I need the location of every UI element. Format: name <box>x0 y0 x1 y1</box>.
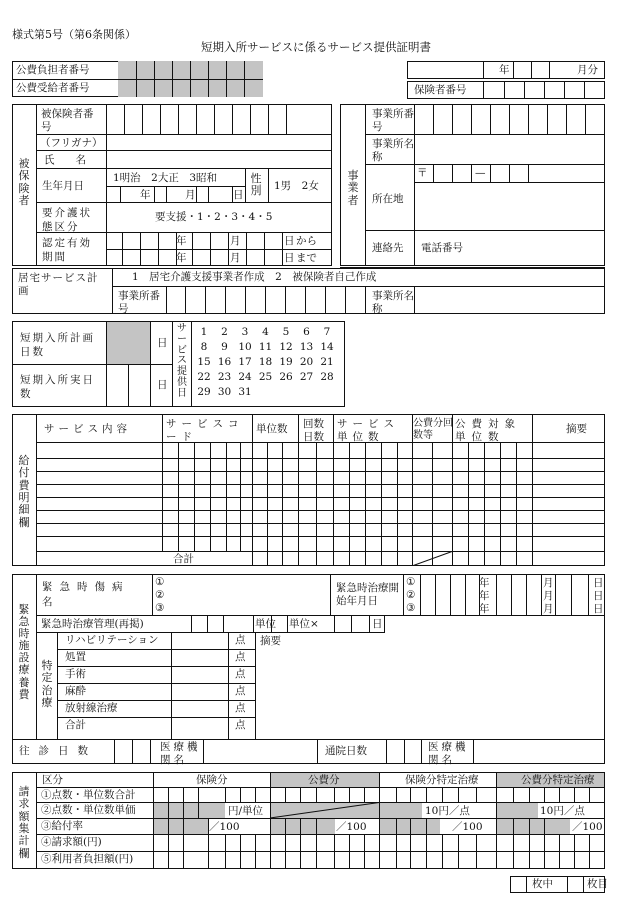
col-count: 回数日数 <box>303 418 324 443</box>
valid-from-suffix: から <box>296 235 317 247</box>
calendar-day[interactable]: 1 <box>200 326 208 338</box>
office-name-label: 事業所名称 <box>372 138 414 164</box>
calendar-day[interactable]: 7 <box>323 326 331 338</box>
start-day-1: 日 <box>593 577 604 589</box>
contact-label: 連絡先 <box>372 242 404 254</box>
disease-3-marker: ③ <box>155 602 165 614</box>
calendar-day[interactable]: 29 <box>197 386 211 398</box>
service-calendar[interactable] <box>196 327 344 407</box>
provided-days-label: サービス提供日 <box>177 323 187 399</box>
billing-insspec-yen-per-point: 10円／点 <box>425 805 470 817</box>
actual-day-unit: 日 <box>157 379 168 391</box>
calendar-day[interactable]: 6 <box>303 326 310 338</box>
disease-2-marker: ② <box>155 589 165 601</box>
name-label: 氏 名 <box>44 154 86 166</box>
billing-row-label: ④請求額(円) <box>41 836 102 848</box>
billing-col-ins-special: 保険分特定治療 <box>405 774 479 786</box>
valid-to-suffix: まで <box>296 252 317 264</box>
calendar-day[interactable]: 8 <box>200 341 208 353</box>
start-3-marker: ③ <box>406 602 416 614</box>
billing-col-insurance: 保険分 <box>196 774 228 786</box>
start-2-marker: ② <box>406 589 416 601</box>
billing-col-public: 公費分 <box>308 774 340 786</box>
treatment-label: 合計 <box>65 719 86 731</box>
unit-times-label: 単位× <box>289 618 319 630</box>
start-date-label: 緊急時治療開始年月日 <box>336 582 399 607</box>
billing-col-pub-special: 公費分特定治療 <box>521 774 595 786</box>
valid-to-month: 月 <box>230 252 241 264</box>
birth-day-unit: 日 <box>233 189 244 201</box>
plan-office-number-label: 事業所番号 <box>118 290 160 316</box>
valid-period-label: 認定有効期間 <box>42 237 92 264</box>
billing-row-label: ③給付率 <box>41 820 83 832</box>
provider-section-label: 事業者 <box>347 169 359 207</box>
calendar-day[interactable]: 20 <box>299 356 314 368</box>
plan-label: 居宅サービス計画 <box>18 272 99 298</box>
col-service-units: サービス単位数 <box>337 418 399 443</box>
billing-row-label: ①点数・単位数合計 <box>41 789 136 801</box>
recipient-number-label: 公費受給者番号 <box>16 82 90 94</box>
postal-dash: — <box>475 167 486 179</box>
calendar-day[interactable]: 11 <box>258 341 273 353</box>
furigana-label: （フリガナ） <box>40 137 103 149</box>
billing-row-label: ⑤利用者負担額(円) <box>41 853 134 865</box>
visit-days-label: 往診日数 <box>19 745 97 757</box>
treatment-label: リハビリテーション <box>65 634 159 646</box>
start-month-1: 月 <box>543 577 554 589</box>
calendar-day[interactable]: 17 <box>238 356 252 368</box>
treatment-label: 手術 <box>65 668 86 680</box>
calendar-day[interactable]: 16 <box>217 356 232 368</box>
start-day-2: 日 <box>593 590 604 602</box>
billing-pub-rate: ／100 <box>336 821 367 833</box>
birth-year-unit: 年 <box>140 189 151 201</box>
page-title: 短期入所サービスに係るサービス提供証明書 <box>201 40 431 54</box>
calendar-day[interactable]: 4 <box>262 326 269 338</box>
calendar-day[interactable]: 28 <box>320 371 334 383</box>
start-year-1: 年 <box>479 577 490 589</box>
calendar-day[interactable]: 24 <box>238 371 252 383</box>
billing-insspec-rate: ／100 <box>452 821 483 833</box>
management-day-unit: 日 <box>372 618 383 630</box>
era-options[interactable]: 1明治 2大正 3昭和 <box>113 172 218 184</box>
calendar-day[interactable]: 23 <box>217 371 232 383</box>
billing-ins-rate: ／100 <box>209 821 240 833</box>
calendar-day[interactable]: 21 <box>320 356 334 368</box>
col-summary: 摘要 <box>566 423 587 435</box>
calendar-day[interactable]: 18 <box>258 356 273 368</box>
valid-from-year: 年 <box>176 235 187 247</box>
actual-days-label: 短期入所実日数 <box>20 374 95 400</box>
birth-label: 生年月日 <box>42 180 84 192</box>
year-label: 年 <box>499 64 510 76</box>
treatment-point-unit: 点 <box>235 634 246 646</box>
start-month-3: 月 <box>543 603 554 615</box>
calendar-day[interactable]: 31 <box>238 386 252 398</box>
calendar-day[interactable]: 9 <box>221 341 228 353</box>
calendar-day[interactable]: 5 <box>282 326 290 338</box>
billing-col-category: 区分 <box>42 774 63 786</box>
postal-mark: 〒 <box>417 167 428 179</box>
start-year-3: 年 <box>479 603 490 615</box>
calendar-day[interactable]: 26 <box>279 371 293 383</box>
billing-yen-per-unit: 円/単位 <box>228 805 264 817</box>
col-units: 単位数 <box>256 423 288 435</box>
disease-1-marker: ① <box>155 576 165 588</box>
treatment-label: 放射線治療 <box>65 702 118 714</box>
calendar-day[interactable]: 30 <box>217 386 232 398</box>
treatment-point-unit: 点 <box>235 702 246 714</box>
calendar-day[interactable]: 3 <box>241 326 249 338</box>
phone-label: 電話番号 <box>421 242 463 254</box>
calendar-day[interactable]: 22 <box>197 371 211 383</box>
billing-row-labels <box>36 787 153 869</box>
valid-to-year: 年 <box>176 252 187 264</box>
start-month-2: 月 <box>543 590 554 602</box>
calendar-day[interactable]: 25 <box>258 371 273 383</box>
billing-pubspec-yen-per-point: 10円／点 <box>540 805 585 817</box>
sheet-order-label: 枚目 <box>587 878 608 890</box>
col-service-code: サービスコード <box>166 418 244 443</box>
start-1-marker: ① <box>406 576 416 588</box>
treatment-point-unit: 点 <box>235 668 246 680</box>
birth-month-unit: 月 <box>185 189 196 201</box>
insured-section-label: 被保険者 <box>18 157 30 207</box>
form-number: 様式第5号（第6条関係） <box>12 28 136 41</box>
office-number-label: 事業所番号 <box>372 108 414 134</box>
calendar-day[interactable]: 14 <box>320 341 334 353</box>
valid-to-day: 日 <box>284 252 295 264</box>
treatment-point-unit: 点 <box>235 719 246 731</box>
calendar-day[interactable]: 13 <box>299 341 314 353</box>
treatment-point-unit: 点 <box>235 685 246 697</box>
billing-pubspec-rate: ／100 <box>572 821 603 833</box>
plan-office-name-label: 事業所名称 <box>372 290 414 316</box>
detail-section-label: 給付費明細欄 <box>18 454 30 529</box>
col-public-count: 公費分回数等 <box>413 418 453 441</box>
start-year-2: 年 <box>479 590 490 602</box>
calendar-day[interactable]: 19 <box>279 356 293 368</box>
treatment-label: 処置 <box>65 651 86 663</box>
calendar-day[interactable]: 15 <box>197 356 211 368</box>
treatment-point-unit: 点 <box>235 651 246 663</box>
sex-options[interactable]: 1男 2女 <box>274 180 319 192</box>
start-day-3: 日 <box>593 603 604 615</box>
disease-label: 緊急時傷病名 <box>42 581 130 609</box>
calendar-day[interactable]: 2 <box>221 326 228 338</box>
sheet-middle-label: 枚中 <box>532 878 553 890</box>
unit-label: 単位 <box>255 618 276 630</box>
public-number-cells[interactable] <box>118 61 263 97</box>
detail-total-label: 合計 <box>173 553 194 565</box>
outpatient-days-label: 通院日数 <box>325 745 367 757</box>
payer-number-label: 公費負担者番号 <box>16 64 90 76</box>
emergency-summary-label: 摘要 <box>260 635 281 647</box>
outpatient-facility-label: 医療機関名 <box>428 741 469 766</box>
address-label: 所在地 <box>372 193 404 205</box>
calendar-day[interactable]: 12 <box>279 341 293 353</box>
valid-from-month: 月 <box>230 235 241 247</box>
col-service-content: サービス内容 <box>44 423 131 435</box>
insurer-number-label: 保険者番号 <box>414 84 467 96</box>
billing-row-label: ②点数・単位数単価 <box>41 804 136 816</box>
col-public-units: 公費対象単位数 <box>455 418 521 443</box>
special-treatment-label: 特定治療 <box>41 659 53 709</box>
calendar-day[interactable]: 27 <box>299 371 314 383</box>
calendar-day[interactable]: 10 <box>238 341 252 353</box>
care-level-label: 要介護状態区分 <box>42 207 92 234</box>
planned-day-unit: 日 <box>157 337 168 349</box>
sex-label: 性別 <box>250 172 262 198</box>
billing-section-label: 請求額集計欄 <box>18 785 30 860</box>
care-level-options[interactable]: 要支援・1・2・3・4・5 <box>155 211 273 223</box>
planned-days-label: 短期入所計画日数 <box>20 332 95 358</box>
management-label: 緊急時治療管理(再掲) <box>41 618 144 630</box>
visit-facility-label: 医療機関名 <box>160 741 201 766</box>
plan-options[interactable]: 1 居宅介護支援事業者作成 2 被保険者自己作成 <box>132 271 377 283</box>
valid-from-day: 日 <box>284 235 295 247</box>
planned-days-shade <box>107 322 150 364</box>
emergency-section-label: 緊急時施設療養費 <box>18 603 30 701</box>
insured-number-label: 被保険者番号 <box>41 108 94 133</box>
treatment-label: 麻酔 <box>65 685 86 697</box>
treatment-list <box>57 632 255 739</box>
month-label: 月分 <box>577 64 598 76</box>
